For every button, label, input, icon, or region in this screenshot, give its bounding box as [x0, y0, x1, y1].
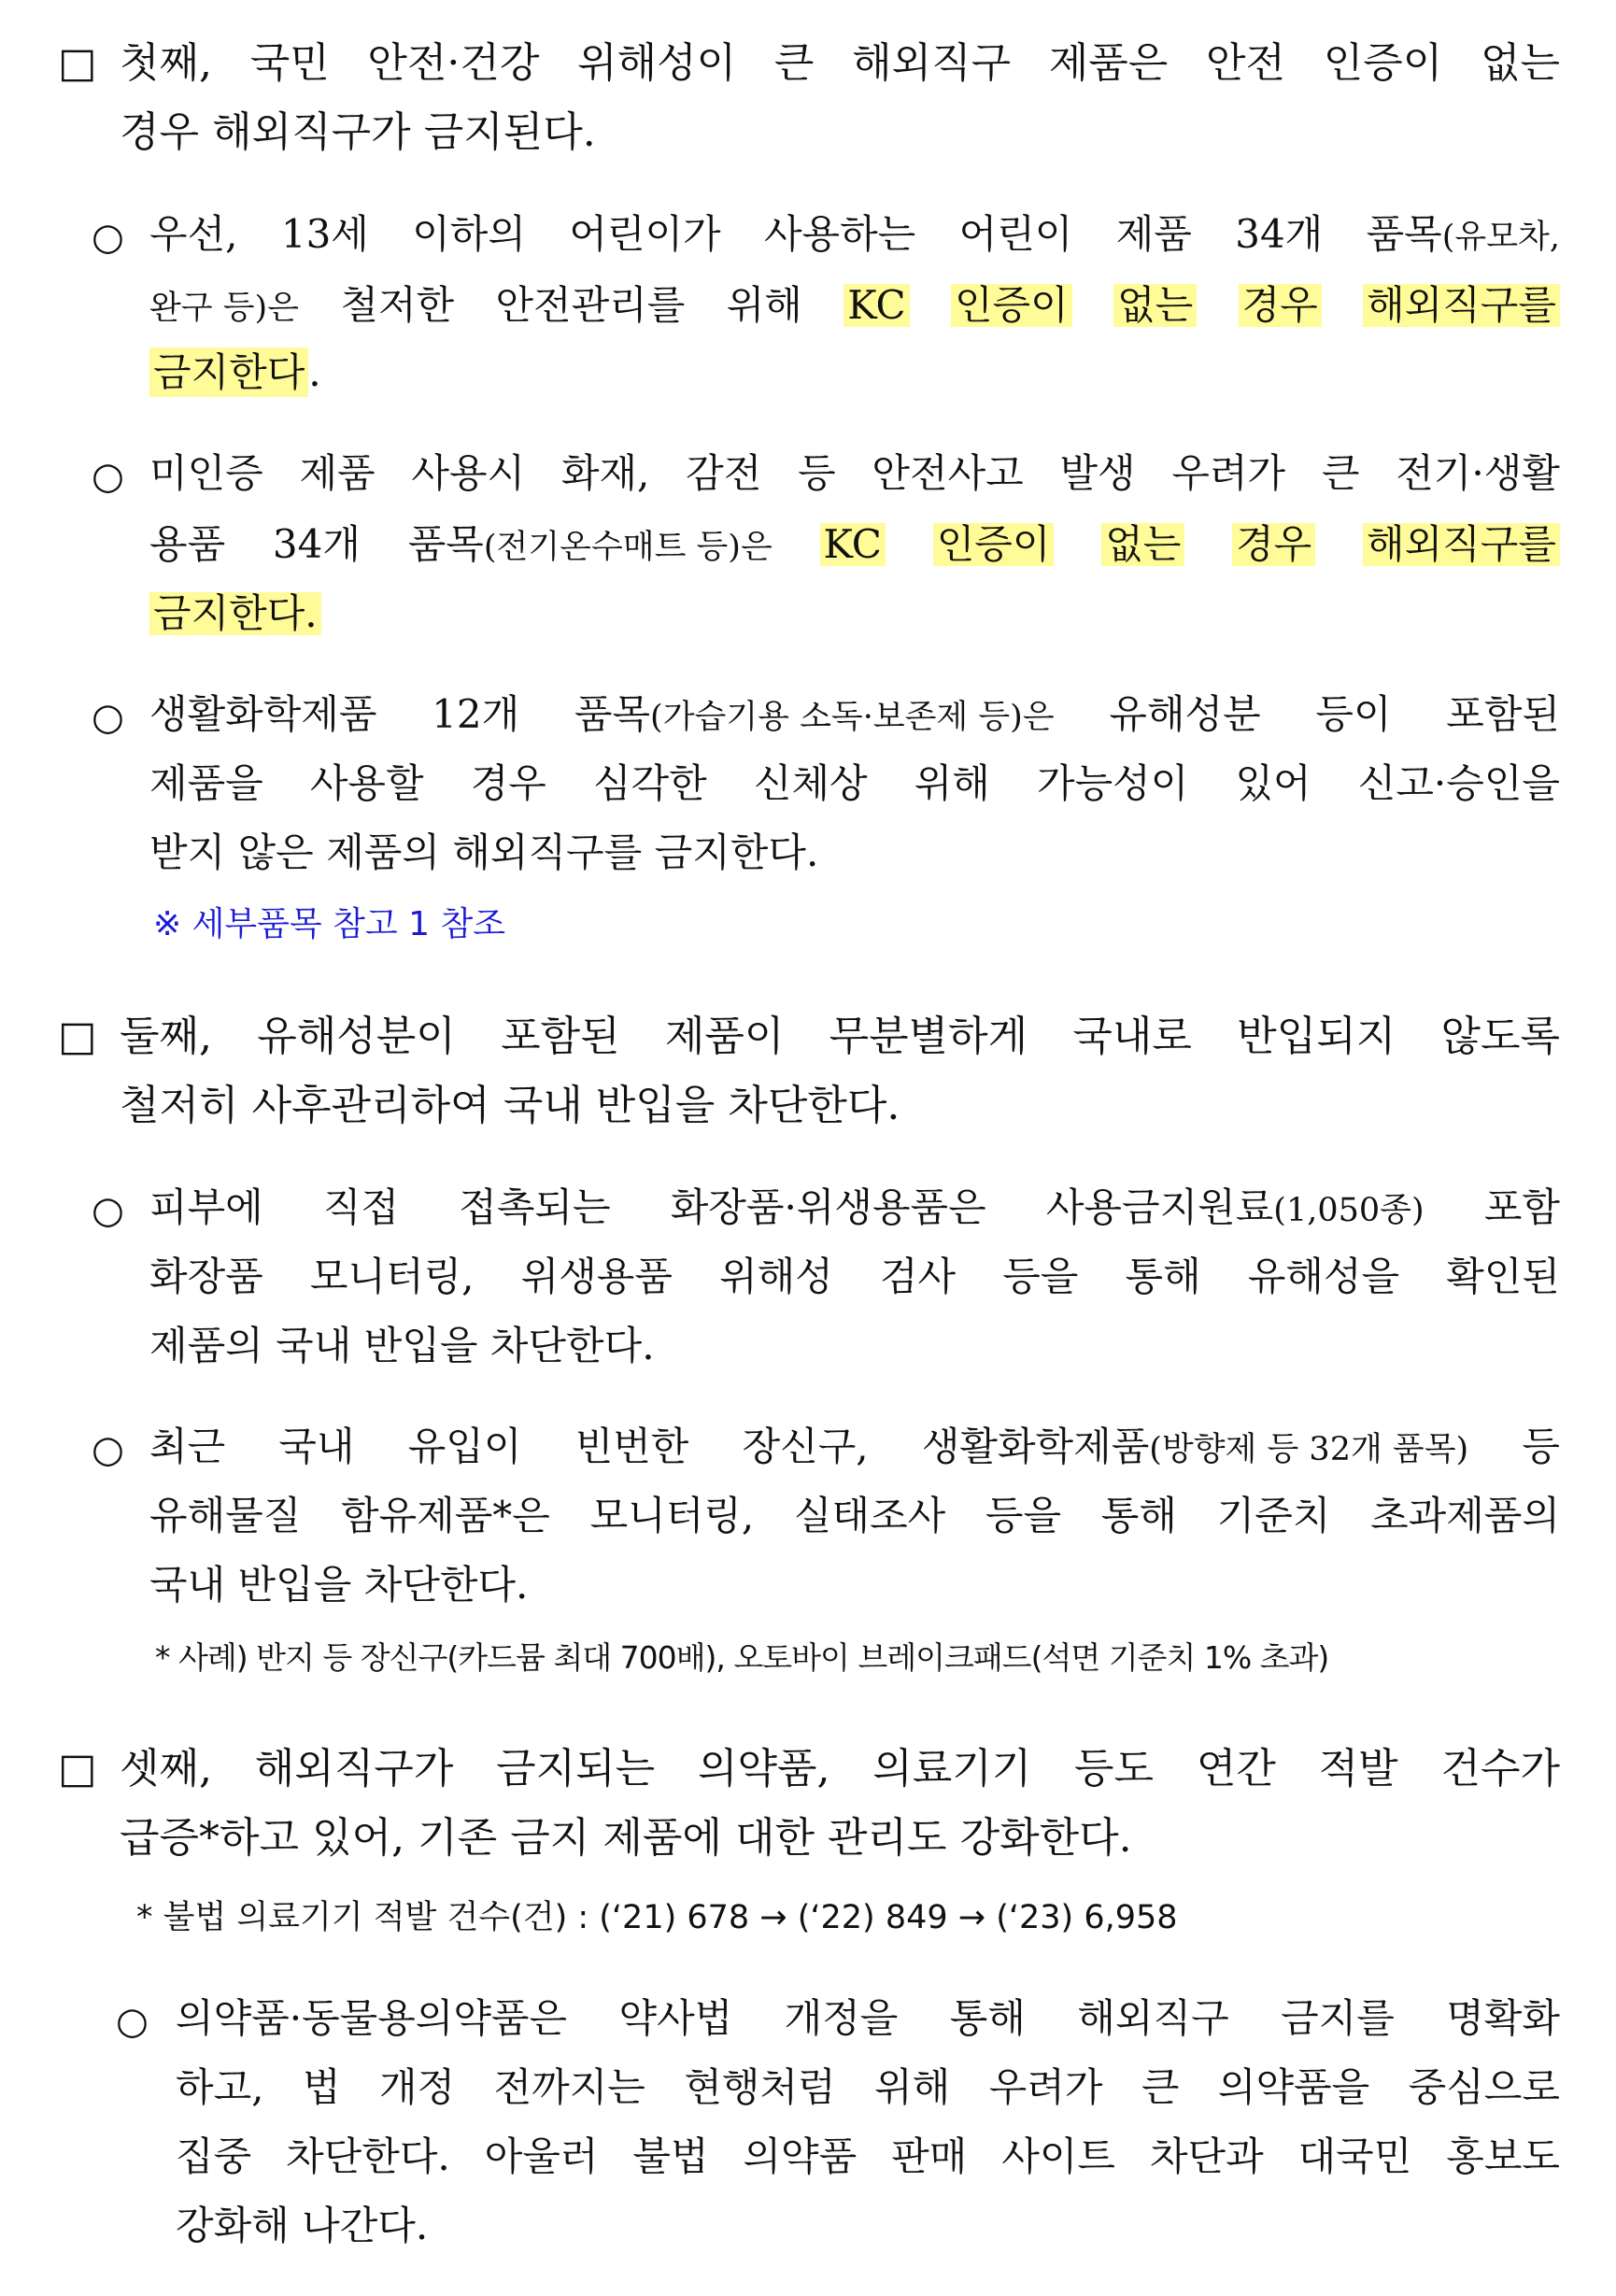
section-1-item-1-bullet: ○ — [92, 216, 124, 259]
highlight: 해외직구를 — [1363, 523, 1560, 566]
section-1-line-1: 첫째, 국민 안전·건강 위해성이 큰 해외직구 제품은 안전 인증이 없는 — [120, 39, 1560, 87]
highlight: 없는 — [1113, 284, 1197, 327]
highlight: 경우 — [1232, 523, 1315, 566]
highlight: 경우 — [1239, 284, 1322, 327]
section-3-item-1-bullet: ○ — [116, 2000, 149, 2043]
highlight: 금지한다. — [149, 592, 321, 635]
section-1-item-2-line-2: 용품 34개 품목(전기온수매트 등)은 KC 인증이 없는 경우 해외직구를 — [149, 523, 1560, 566]
highlight: 인증이 — [933, 523, 1055, 566]
section-3-item-1-line-1: 의약품·동물용의약품은 약사법 개정을 통해 해외직구 금지를 명확화 — [176, 1995, 1560, 2041]
section-3-item-1-line-3: 집중 차단한다. 아울러 불법 의약품 판매 사이트 차단과 대국민 홍보도 — [176, 2133, 1560, 2179]
section-2-item-2-line-1: 최근 국내 유입이 빈번한 장신구, 생활화학제품(방향제 등 32개 품목) 등 — [149, 1424, 1560, 1469]
section-2-item-1-line-1: 피부에 직접 접촉되는 화장품·위생용품은 사용금지원료(1,050종) 포함 — [149, 1184, 1560, 1230]
section-2-item-1-bullet: ○ — [92, 1189, 124, 1232]
section-1-item-3-bullet: ○ — [92, 696, 124, 739]
section-3-item-1-line-4: 강화해 나간다. — [176, 2203, 429, 2248]
example-note: * 사례) 반지 등 장신구(카드뮴 최대 700배), 오토바이 브레이크패드(석면 기준치 1% 초과) — [155, 1639, 1329, 1676]
section-3-line-1: 셋째, 해외직구가 금지되는 의약품, 의료기기 등도 연간 적발 건수가 — [120, 1745, 1560, 1793]
section-1-item-1-line-1: 우선, 13세 이하의 어린이가 사용하는 어린이 제품 34개 품목(유모차, — [149, 211, 1560, 257]
highlight: 없는 — [1101, 523, 1184, 566]
section-2-item-2-line-3: 국내 반입을 차단한다. — [149, 1562, 529, 1608]
section-1-item-2-line-1: 미인증 제품 사용시 화재, 감전 등 안전사고 발생 우려가 큰 전기·생활 — [149, 450, 1560, 496]
section-2-item-2-bullet: ○ — [92, 1428, 124, 1471]
section-2-item-1-line-3: 제품의 국내 반입을 차단한다. — [149, 1323, 655, 1368]
reference-note: ※ 세부품목 참고 1 참조 — [153, 905, 506, 943]
section-1-item-3-line-3: 받지 않은 제품의 해외직구를 금지한다. — [149, 829, 819, 875]
highlight: 해외직구를 — [1363, 284, 1560, 327]
section-1-item-1-line-3: 금지한다. — [149, 353, 333, 392]
highlight: KC — [843, 284, 909, 327]
section-1-item-3-line-2: 제품을 사용할 경우 심각한 신체상 위해 가능성이 있어 신고·승인을 — [149, 760, 1560, 806]
highlight: 금지한다 — [149, 347, 308, 397]
section-2-bullet: □ — [58, 1013, 97, 1060]
section-1-item-2-line-3 — [149, 592, 333, 635]
highlight: 인증이 — [951, 284, 1072, 327]
section-2-line-2: 철저히 사후관리하여 국내 반입을 차단한다. — [120, 1082, 900, 1129]
section-1-item-1-line-2: 완구 등)은 철저한 안전관리를 위해 KC 인증이 없는 경우 해외직구를 — [149, 284, 1560, 327]
section-1-item-2-bullet: ○ — [92, 455, 124, 498]
section-1-line-2: 경우 해외직구가 금지된다. — [120, 108, 596, 156]
section-3-bullet: □ — [58, 1745, 97, 1793]
section-3-line-2: 급증*하고 있어, 기존 금지 제품에 대한 관리도 강화한다. — [120, 1814, 1132, 1862]
section-2-line-1: 둘째, 유해성분이 포함된 제품이 무분별하게 국내로 반입되지 않도록 — [120, 1013, 1560, 1060]
highlight: KC — [820, 523, 886, 566]
section-2-item-2-line-2: 유해물질 함유제품*은 모니터링, 실태조사 등을 통해 기준치 초과제품의 — [149, 1493, 1560, 1538]
statistics-note: * 불법 의료기기 적발 건수(건) : (‘21) 678 → (‘22) 849 → (‘23) 6,958 — [136, 1899, 1178, 1936]
section-3-item-1-line-2: 하고, 법 개정 전까지는 현행처럼 위해 우려가 큰 의약품을 중심으로 — [176, 2064, 1560, 2110]
section-1-item-3-line-1: 생활화학제품 12개 품목(가습기용 소독·보존제 등)은 유해성분 등이 포함된 — [149, 691, 1560, 737]
section-1-bullet: □ — [58, 39, 97, 87]
section-2-item-1-line-2: 화장품 모니터링, 위생용품 위해성 검사 등을 통해 유해성을 확인된 — [149, 1254, 1560, 1299]
